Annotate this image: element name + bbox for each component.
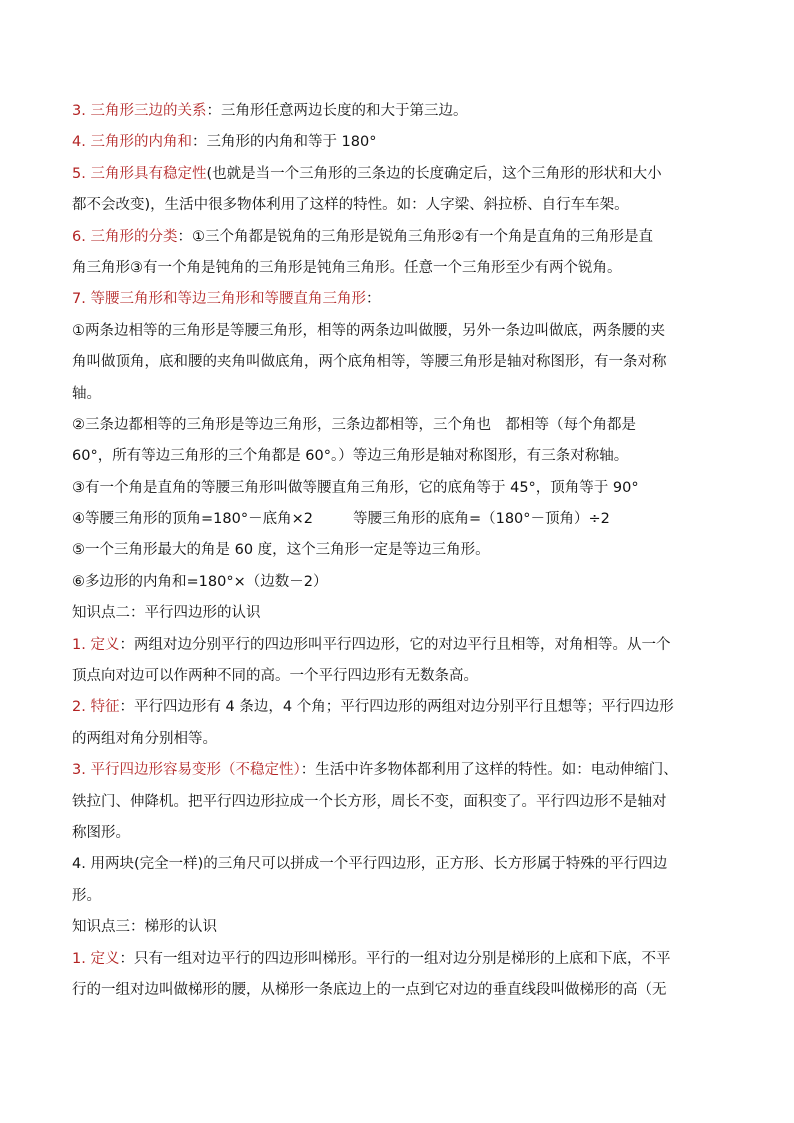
text-line <box>72 975 724 1006</box>
line-text: ③有一个角是直角的等腰三角形叫做等腰直角三角形，它的底角等于 45°，顶角等于 90° <box>72 479 639 496</box>
text-line <box>72 849 724 880</box>
text-line <box>72 630 724 661</box>
text-line <box>72 410 724 441</box>
line-text: 4. 用两块(完全一样)的三角尺可以拼成一个平行四边形，正方形、长方形属于特殊的平行四边 <box>72 856 668 873</box>
text-line <box>72 441 724 472</box>
line-text: 60°，所有等边三角形的三个角都是 60°。）等边三角形是轴对称图形，有三条对称轴。 <box>72 448 629 465</box>
line-text: ⑤一个三角形最大的角是 60 度，这个三角形一定是等边三角形。 <box>72 542 490 559</box>
text-line <box>72 284 724 315</box>
section-heading: 3. 三角形三边的关系 <box>72 103 207 119</box>
text-line <box>72 944 724 975</box>
section-heading: 1. 定义 <box>72 950 120 967</box>
line-text: 称图形。 <box>72 824 130 841</box>
knowledge-point-heading <box>72 912 724 943</box>
section-heading: 1. 定义 <box>72 636 120 653</box>
text-line <box>72 818 724 849</box>
line-text: ：平行四边形有 4 条边，4 个角；平行四边形的两组对边分别平行且想等；平行四边形 <box>119 699 674 716</box>
text-line <box>72 316 724 347</box>
line-text: 知识点二：平行四边形的认识 <box>72 605 261 622</box>
document-page <box>72 96 724 1006</box>
text-line <box>72 724 724 755</box>
line-text: 轴。 <box>72 385 101 402</box>
text-line <box>72 96 724 127</box>
line-text: 行的一组对边叫做梯形的腰，从梯形一条底边上的一点到它对边的垂直线段叫做梯形的高（无 <box>72 981 667 998</box>
text-line <box>72 159 724 190</box>
section-heading: 5. 三角形具有稳定性 <box>72 165 207 182</box>
section-heading: 6. 三角形的分类 <box>72 228 178 245</box>
line-text: ：三角形任意两边长度的和大于第三边。 <box>206 103 468 119</box>
line-text: ：三角形的内角和等于 180° <box>191 134 377 151</box>
line-text: (也就是当一个三角形的三条边的长度确定后，这个三角形的形状和大小 <box>206 165 662 182</box>
line-text: 知识点三：梯形的认识 <box>72 919 217 936</box>
section-heading: 4. 三角形的内角和 <box>72 134 192 151</box>
line-text: ：只有一组对边平行的四边形叫梯形。平行的一组对边分别是梯形的上底和下底，不平 <box>119 950 671 967</box>
text-line <box>72 222 724 253</box>
text-line <box>72 190 724 221</box>
text-line <box>72 692 724 723</box>
line-text: 都不会改变)，生活中很多物体利用了这样的特性。如：人字梁、斜拉桥、自行车车架。 <box>72 197 629 214</box>
text-line <box>72 567 724 598</box>
section-heading: 7. 等腰三角形和等边三角形和等腰直角三角形 <box>72 291 366 308</box>
text-line <box>72 379 724 410</box>
text-line <box>72 253 724 284</box>
text-line <box>72 504 724 535</box>
line-text-secondary: 等腰三角形的底角=（180°－顶角）÷2 <box>352 511 610 528</box>
section-heading: 2. 特征 <box>72 699 120 716</box>
line-text: ： <box>365 291 381 308</box>
text-line <box>72 347 724 378</box>
section-heading: 3. 平行四边形容易变形（不稳定性） <box>72 762 301 779</box>
line-text: ①两条边相等的三角形是等腰三角形，相等的两条边叫做腰，另外一条边叫做底，两条腰的夹 <box>72 322 665 339</box>
line-text: ②三条边都相等的三角形是等边三角形，三条边都相等，三个角也 都相等（每个角都是 <box>72 416 636 433</box>
line-text: ⑥多边形的内角和=180°×（边数－2） <box>72 573 328 590</box>
line-text: ④等腰三角形的顶角=180°－底角×2 <box>72 511 313 528</box>
line-text: ：①三个角都是锐角的三角形是锐角三角形②有一个角是直角的三角形是直 <box>177 228 653 245</box>
text-line <box>72 661 724 692</box>
text-line <box>72 127 724 158</box>
line-text: 铁拉门、伸降机。把平行四边形拉成一个长方形，周长不变，面积变了。平行四边形不是轴对 <box>72 793 667 810</box>
text-line <box>72 787 724 818</box>
text-line <box>72 755 724 786</box>
line-text: ：生活中许多物体都利用了这样的特性。如：电动伸缩门、 <box>300 762 678 779</box>
line-text: 形。 <box>72 887 101 904</box>
line-text: 顶点向对边可以作两种不同的高。一个平行四边形有无数条高。 <box>72 668 478 685</box>
text-line <box>72 473 724 504</box>
line-text: ：两组对边分别平行的四边形叫平行四边形，它的对边平行且相等，对角相等。从一个 <box>119 636 671 653</box>
line-text: 角叫做顶角，底和腰的夹角叫做底角，两个底角相等，等腰三角形是轴对称图形，有一条对称 <box>72 354 667 371</box>
line-text: 的两组对角分别相等。 <box>72 730 217 747</box>
knowledge-point-heading <box>72 598 724 629</box>
line-text: 角三角形③有一个角是钝角的三角形是钝角三角形。任意一个三角形至少有两个锐角。 <box>72 259 622 276</box>
text-line <box>72 881 724 912</box>
text-line <box>72 535 724 566</box>
